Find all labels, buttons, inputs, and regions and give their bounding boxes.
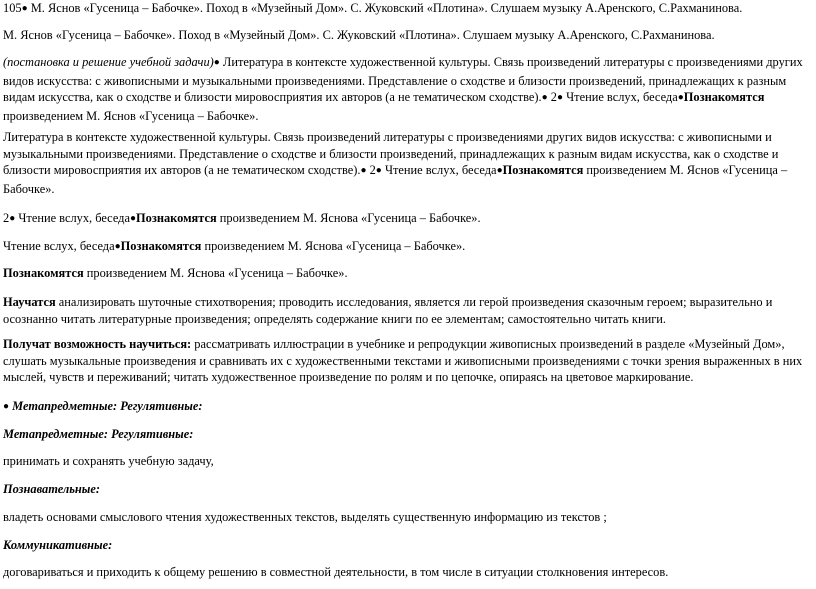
bullet-icon: ● — [360, 165, 367, 177]
heading-text: Коммуникативные: — [3, 538, 113, 552]
bullet-icon: ● — [114, 241, 121, 252]
lesson-number: 105 — [3, 1, 22, 15]
content-text: 2 — [366, 163, 376, 178]
content-text: произведением М. Яснов «Гусеница – Бабочке». — [3, 108, 259, 123]
paragraph-introduce — [3, 265, 808, 282]
paragraph-lesson-title — [3, 27, 808, 44]
bullet-icon: ● — [677, 92, 684, 104]
bold-term: Познакомятся — [683, 90, 765, 105]
bold-term: Научатся — [3, 295, 56, 309]
content-text: произведением М. Яснова «Гусеница – Бабочке». — [83, 266, 348, 280]
bullet-icon: ● — [556, 92, 563, 104]
content-text: Чтение вслух, беседа — [15, 211, 130, 225]
heading-metasubject-bullet — [3, 398, 808, 417]
content-text: произведением М. Яснов «Гусеница – Бабочке». — [3, 163, 788, 196]
paragraph-communicative-skill — [3, 564, 808, 581]
paragraph-lesson-content — [3, 129, 808, 197]
paragraph-opportunity — [3, 336, 808, 386]
content-text: Чтение вслух, беседа — [3, 239, 115, 253]
bold-term: Получат возможность научиться: — [3, 337, 192, 351]
heading-text: Познавательные: — [3, 482, 101, 496]
content-text: анализировать шуточные стихотворения; проводить исследования, является ли герой произведения сказочным героем; выразительно и осознанно читать литературные произведения; определять содержание книги по ее элементам; самостоятельно читать книги. — [3, 295, 773, 326]
content-text: Чтение вслух, беседа — [563, 90, 678, 105]
heading-text: Метапредметные: Регулятивные: — [3, 427, 194, 441]
bullet-icon: ● — [213, 57, 220, 68]
paragraph-cognitive-skill — [3, 509, 808, 526]
paragraph-lesson-title-numbered — [3, 0, 808, 19]
bullet-icon: ● — [21, 3, 28, 14]
content-text: рассматривать иллюстрации в учебнике и репродукции живописных произведений в разделе «Музейный Дом», слушать музыкальные произведения и сравнивать их с художественными текстами и живописными произведениями с точки зрения выраженных в них мыслей, чувств и переживаний; читать художественное произведение по ролям и по цепочке, опираясь на цветовое маркирование. — [3, 337, 803, 385]
bullet-icon: ● — [375, 165, 382, 177]
paragraph-reading — [3, 210, 808, 229]
paragraph-will-learn — [3, 294, 808, 327]
lesson-type-text: (постановка и решение учебной задачи) — [3, 55, 214, 69]
bullet-icon: ● — [9, 213, 16, 224]
paragraph-regulatory-skill — [3, 453, 808, 470]
bullet-icon: ● — [541, 92, 548, 104]
bold-term: Познакомятся — [120, 239, 202, 253]
content-text: произведением М. Яснова «Гусеница – Бабочке». — [201, 239, 466, 253]
paragraph-lesson-content-full — [3, 54, 808, 124]
content-text: договариваться и приходить к общему решению в совместной деятельности, в том числе в ситуации столкновения интересов. — [3, 565, 669, 579]
bullet-icon: ● — [496, 165, 503, 177]
content-text: Литература в контексте художественной культуры. Связь произведений литературы с произведениями других видов искусства: с живописными и музыкальными произведениями. Представление о сходстве и близости произведений, принадлежащих к разным видам искусства, как о сходстве и близости мировосприятия их авторов (а не тематическом сходстве). — [3, 55, 803, 105]
heading-text: Метапредметные: Регулятивные: — [9, 399, 203, 413]
bullet-icon: ● — [3, 401, 10, 412]
bold-term: Познакомятся — [502, 163, 584, 178]
lesson-title-text: М. Яснов «Гусеница – Бабочке». Поход в «Музейный Дом». С. Жуковский «Плотина». Слушаем музыку А.Аренского, С.Рахманинова. — [3, 28, 715, 42]
paragraph-reading-short — [3, 238, 808, 257]
content-text: Литература в контексте художественной культуры. Связь произведений литературы с произведениями других видов искусства: с живописными и музыкальными произведениями. Представление о сходстве и близости произведений, принадлежащих к разным видам искусства, как о сходстве и близости мировосприятия их авторов (а не тематическом сходстве). — [3, 130, 779, 178]
lesson-title-text: М. Яснов «Гусеница – Бабочке». Поход в «Музейный Дом». С. Жуковский «Плотина». Слушаем музыку А.Аренского, С.Рахманинова. — [27, 1, 743, 15]
content-text: Чтение вслух, беседа — [381, 163, 497, 178]
content-text: принимать и сохранять учебную задачу, — [3, 454, 214, 468]
heading-communicative — [3, 537, 808, 554]
heading-cognitive — [3, 481, 808, 498]
bullet-icon: ● — [129, 213, 137, 224]
bold-term: Познакомятся — [136, 211, 217, 225]
content-text: 2 — [547, 90, 557, 105]
content-text: владеть основами смыслового чтения художественных текстов, выделять существенную информацию из текстов ; — [3, 510, 607, 524]
content-text: произведением М. Яснова «Гусеница – Бабочке». — [216, 211, 481, 225]
bold-term: Познакомятся — [3, 266, 84, 280]
content-text: 2 — [3, 211, 10, 225]
heading-metasubject — [3, 426, 808, 443]
